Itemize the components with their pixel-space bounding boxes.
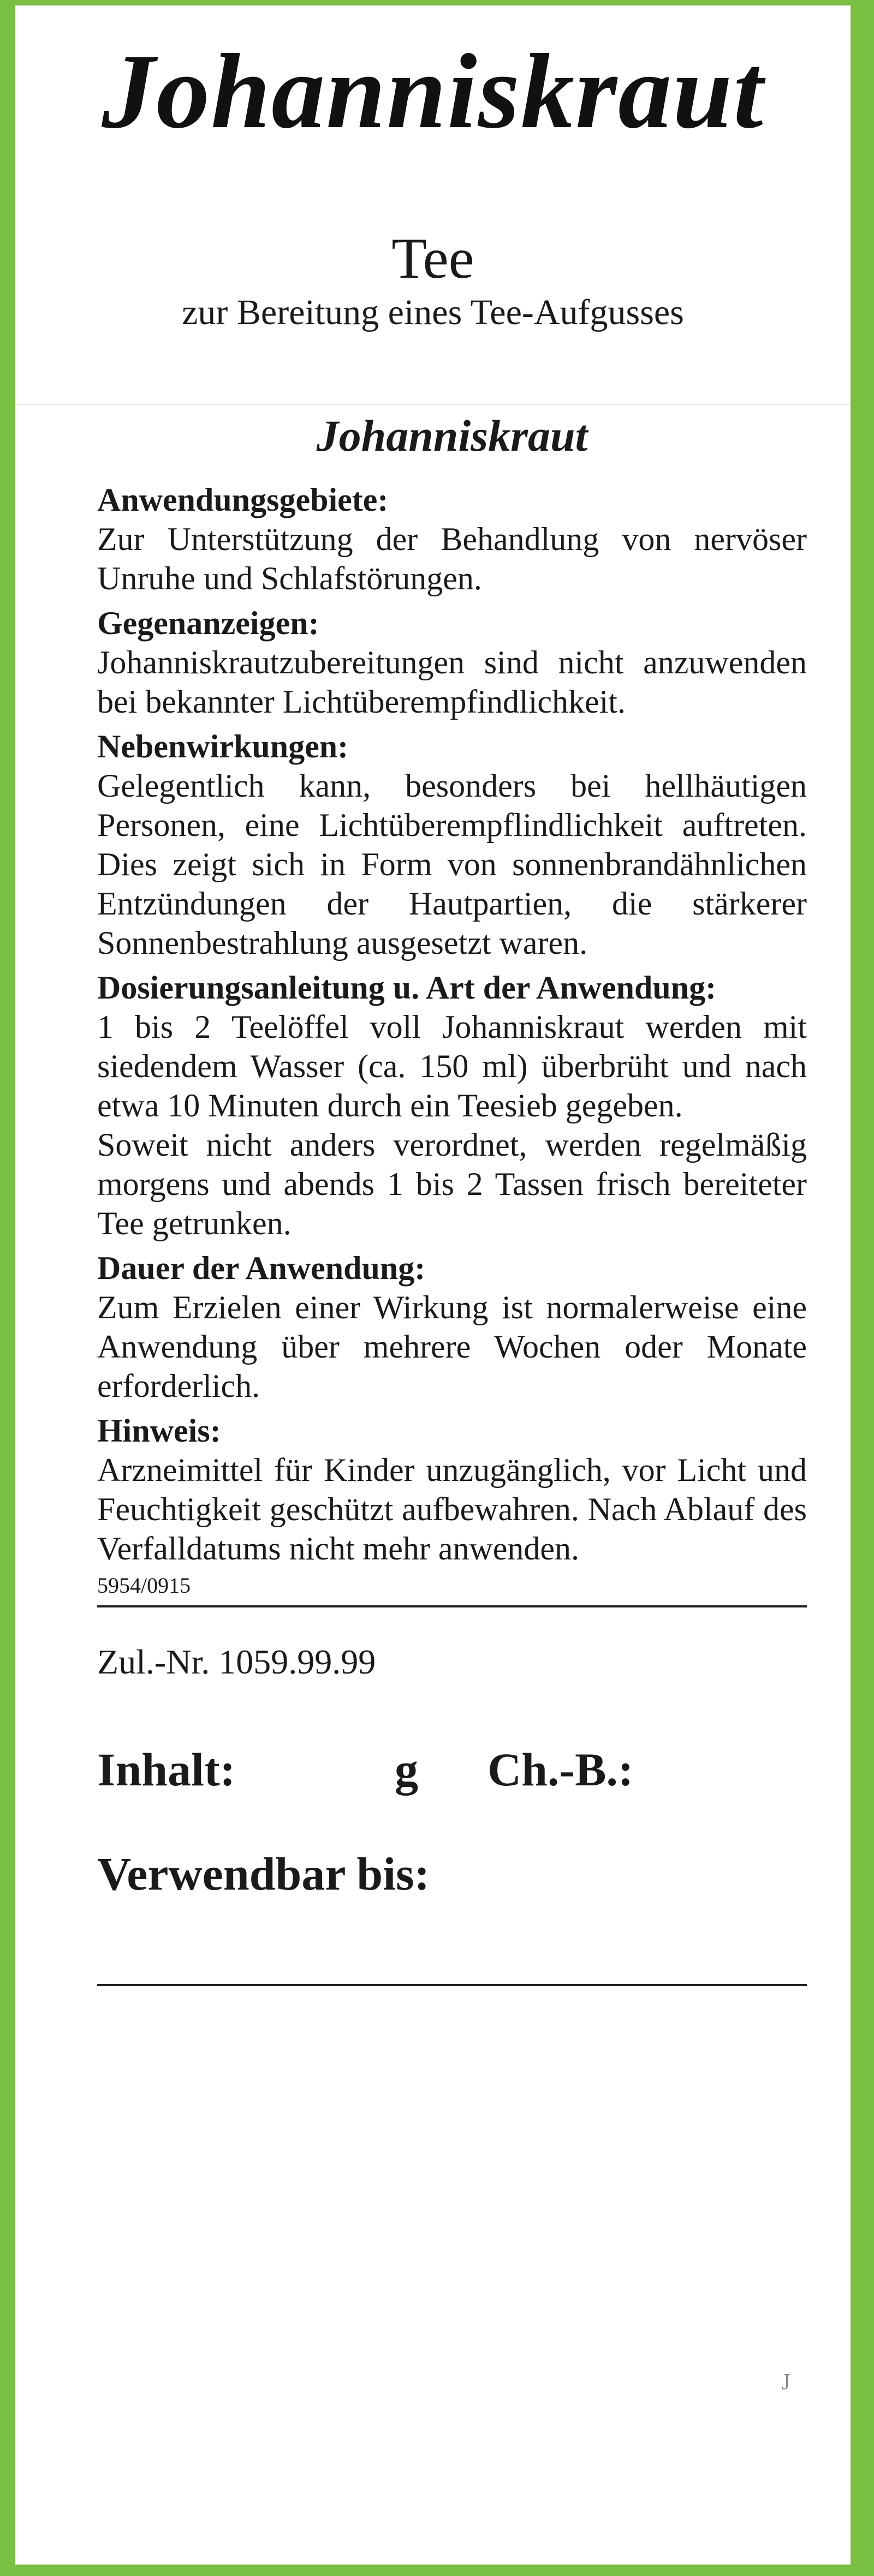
- print-code: 5954/0915: [97, 1573, 191, 1598]
- section-heading-nebenwirkungen: Nebenwirkungen:: [97, 728, 349, 765]
- fold-line: [15, 404, 851, 405]
- herb-name: Johanniskraut: [316, 411, 588, 461]
- date-entry-line: [97, 1984, 807, 1986]
- product-title: Johanniskraut: [102, 32, 764, 151]
- section-heading-gegenanzeigen: Gegenanzeigen:: [97, 605, 319, 642]
- inhalt-row: [97, 1742, 807, 1802]
- section-heading-dosierung: Dosierungsanleitung u. Art der Anwendung:: [97, 970, 717, 1006]
- section-body-dauer: Zum Erzielen einer Wirkung ist normalerweise eine Anwendung über mehrere Wochen oder Monate erforderlich.: [97, 1289, 807, 1404]
- section-body-dosierung-2: Soweit nicht anders verordnet, werden regelmäßig morgens und abends 1 bis 2 Tassen frisch bereiteter Tee getrunken.: [97, 1127, 807, 1242]
- corner-mark: J: [781, 2370, 790, 2395]
- section-heading-anwendungsgebiete: Anwendungsgebiete:: [97, 482, 389, 518]
- section-body-anwendungsgebiete: Zur Unterstützung der Behandlung von nervöser Unruhe und Schlafstörungen.: [97, 521, 807, 597]
- unit-label: g: [395, 1743, 418, 1796]
- tea-label: [15, 5, 851, 2565]
- product-subtitle: Tee: [391, 226, 474, 290]
- section-body-hinweis: Arzneimittel für Kinder unzugänglich, vor Licht und Feuchtigkeit geschützt aufbewahren. Nach Ablauf des Verfalldatums nicht mehr anwenden.: [97, 1452, 807, 1567]
- verwendbar-label: Verwendbar bis:: [97, 1848, 430, 1900]
- leaflet-content: [97, 409, 807, 1986]
- charge-label: Ch.-B.:: [487, 1743, 634, 1796]
- section-heading-dauer: Dauer der Anwendung:: [97, 1250, 426, 1287]
- section-body-nebenwirkungen: Gelegentlich kann, besonders bei hellhäutigen Personen, eine Lichtüberempflindlichkeit auftreten. Dies zeigt sich in Form von sonnenbrandähnlichen Entzündungen der Hautpartien, die stärkerer Sonnenbestrahlung ausgesetzt waren.: [97, 768, 807, 961]
- product-subline: zur Bereitung eines Tee-Aufgusses: [182, 292, 684, 332]
- inhalt-label: Inhalt:: [97, 1743, 236, 1796]
- divider-line: [97, 1605, 807, 1607]
- section-body-dosierung-1: 1 bis 2 Teelöffel voll Johanniskraut werden mit siedendem Wasser (ca. 150 ml) überbrüht und nach etwa 10 Minuten durch ein Teesieb gegeben.: [97, 1009, 807, 1124]
- section-heading-hinweis: Hinweis:: [97, 1413, 221, 1449]
- section-body-gegenanzeigen: Johanniskrautzubereitungen sind nicht anzuwenden bei bekannter Lichtüberempfindlichkeit.: [97, 644, 807, 720]
- zulassung-number: Zul.-Nr. 1059.99.99: [97, 1642, 376, 1682]
